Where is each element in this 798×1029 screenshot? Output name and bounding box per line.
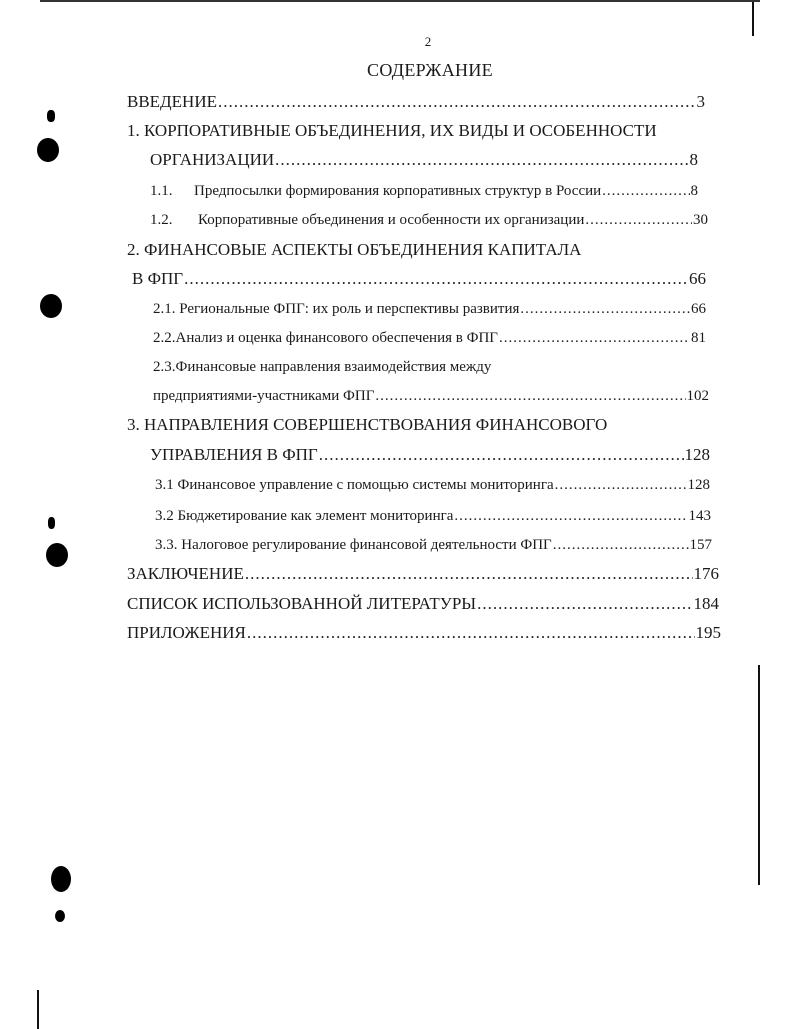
toc-chapter-1-heading: 1. КОРПОРАТИВНЫЕ ОБЪЕДИНЕНИЯ, ИХ ВИДЫ И ОСОБЕННОСТИ	[127, 121, 657, 140]
dot-leader	[275, 148, 688, 172]
dot-leader	[454, 504, 687, 528]
dot-leader	[585, 208, 692, 232]
page-number: 2	[424, 34, 432, 49]
toc-entry-conclusion	[127, 562, 719, 586]
toc-page-number: 184	[693, 594, 719, 613]
binder-hole-2	[40, 294, 62, 318]
scan-edge-line-right	[752, 0, 754, 36]
toc-chapter-3-continuation	[150, 443, 710, 467]
dot-leader	[499, 326, 690, 350]
toc-entry-text: 3.3. Налоговое регулирование финансовой деятельности ФПГ	[155, 537, 552, 553]
toc-section-3-3	[155, 533, 712, 557]
toc-section-number: 1.1.	[150, 183, 173, 199]
dot-leader	[319, 443, 684, 467]
toc-page-number: 66	[691, 301, 706, 317]
toc-entry-text: Предпосылки формирования корпоративных структур в России	[194, 183, 602, 199]
scan-speck-2	[48, 517, 55, 529]
dot-leader	[184, 267, 688, 291]
toc-entry-text: Корпоративные объединения и особенности их организации	[198, 212, 585, 228]
dot-leader	[520, 297, 690, 321]
toc-section-3-2	[155, 504, 711, 528]
toc-entry-intro	[127, 90, 705, 114]
page-title: СОДЕРЖАНИЕ	[367, 60, 493, 80]
toc-entry-text: УПРАВЛЕНИЯ В ФПГ	[150, 445, 318, 464]
scan-edge-line-right-2	[758, 665, 760, 885]
toc-section-2-3-continuation	[153, 384, 709, 408]
binder-hole-4	[51, 866, 71, 892]
toc-entry-text: ВВЕДЕНИЕ	[127, 92, 217, 111]
scan-edge-top	[40, 0, 760, 2]
toc-chapter-2-continuation	[132, 267, 706, 291]
toc-section-1-2	[150, 208, 708, 232]
binder-hole-5	[55, 910, 65, 922]
toc-page-number: 8	[689, 150, 698, 169]
toc-entry-text: В ФПГ	[132, 269, 184, 288]
toc-entry-references	[127, 592, 719, 616]
binder-hole-1	[37, 138, 59, 162]
dot-leader	[477, 592, 692, 616]
toc-entry-appendices	[127, 621, 721, 645]
toc-page-number: 128	[687, 477, 710, 493]
toc-page-number: 81	[691, 330, 706, 346]
dot-leader	[375, 384, 685, 408]
dot-leader	[247, 621, 695, 645]
toc-page-number: 195	[695, 623, 721, 642]
binder-hole-3	[46, 543, 68, 567]
toc-page-number: 3	[696, 92, 705, 111]
dot-leader	[553, 533, 689, 557]
toc-section-3-1	[155, 473, 710, 497]
toc-entry-text: 3.2 Бюджетирование как элемент мониторинга	[155, 508, 454, 524]
toc-page-number: 30	[693, 212, 708, 228]
toc-entry-text: 2.2.Анализ и оценка финансового обеспечения в ФПГ	[153, 330, 498, 346]
toc-page-number: 66	[689, 269, 706, 288]
toc-section-2-1	[153, 297, 706, 321]
scan-edge-line-left	[37, 990, 39, 1029]
toc-page-number: 157	[689, 537, 712, 553]
dot-leader	[602, 179, 689, 203]
toc-chapter-2-heading: 2. ФИНАНСОВЫЕ АСПЕКТЫ ОБЪЕДИНЕНИЯ КАПИТАЛА	[127, 240, 582, 259]
toc-entry-text: ОРГАНИЗАЦИИ	[150, 150, 275, 169]
dot-leader	[218, 90, 696, 114]
toc-entry-text: 3.1 Финансовое управление с помощью системы мониторинга	[155, 477, 554, 493]
toc-chapter-3-heading: 3. НАПРАВЛЕНИЯ СОВЕРШЕНСТВОВАНИЯ ФИНАНСОВОГО	[127, 415, 608, 434]
toc-section-2-3-heading: 2.3.Финансовые направления взаимодействия между	[153, 359, 492, 375]
toc-entry-text: предприятиями-участниками ФПГ	[153, 388, 375, 404]
toc-entry-text: ЗАКЛЮЧЕНИЕ	[127, 564, 244, 583]
toc-section-2-2	[153, 326, 706, 350]
toc-page-number: 8	[690, 183, 698, 199]
toc-section-number: 1.2.	[150, 212, 173, 228]
toc-page-number: 143	[688, 508, 711, 524]
toc-page-number: 102	[686, 388, 709, 404]
toc-page-number: 176	[693, 564, 719, 583]
dot-leader	[245, 562, 693, 586]
scan-speck-1	[47, 110, 55, 122]
toc-section-1-1	[150, 179, 698, 203]
toc-entry-text: ПРИЛОЖЕНИЯ	[127, 623, 246, 642]
dot-leader	[555, 473, 687, 497]
toc-entry-text: 2.1. Региональные ФПГ: их роль и перспективы развития	[153, 301, 520, 317]
toc-entry-text: СПИСОК ИСПОЛЬЗОВАННОЙ ЛИТЕРАТУРЫ	[127, 594, 477, 613]
toc-page-number: 128	[684, 445, 710, 464]
toc-chapter-1-continuation	[150, 148, 698, 172]
